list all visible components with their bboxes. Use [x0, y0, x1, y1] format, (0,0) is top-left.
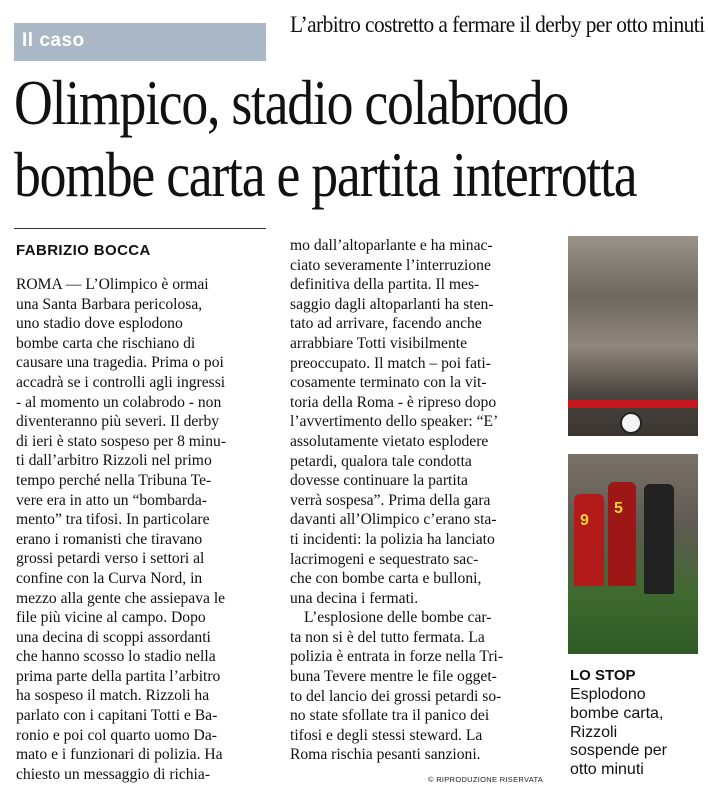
article-line: ronio e poi col quarto uomo Da-	[16, 726, 217, 744]
byline-rule	[14, 228, 266, 229]
article-line: mezzo alla gente che assiepava le	[16, 589, 226, 607]
article-line: accadrà se i controlli agli ingressi	[16, 373, 226, 391]
article-line: erano i romanisti che tiravano	[16, 530, 203, 548]
headline-line-2: bombe carta e partita interrotta	[14, 139, 637, 210]
article-line: Roma rischia pesanti sanzioni.	[290, 746, 481, 764]
article-line: prima parte della partita l’arbitro	[16, 667, 221, 685]
caption-line: otto minuti	[570, 761, 644, 779]
article-line: polizia è entrata in forze nella Tri-	[290, 648, 504, 666]
kicker-label: Il caso	[22, 30, 85, 51]
article-line: ciato severamente l’interruzione	[290, 256, 491, 274]
article-line: mento” tra tifosi. In particolare	[16, 511, 210, 529]
overline: L’arbitro costretto a fermare il derby per otto minuti	[290, 12, 705, 37]
caption-line: sospende per	[570, 742, 667, 760]
article-line: vere era in atto un “bombarda-	[16, 491, 207, 509]
article-line: ti dall’arbitro Rizzoli nel primo	[16, 452, 212, 470]
article-line: ta non si è del tutto fermata. La	[290, 628, 485, 646]
players-photo	[568, 454, 698, 654]
photo-caption	[570, 686, 702, 780]
caption-line: Esplodono	[570, 686, 646, 703]
article-line: definitiva della partita. Il mes-	[290, 276, 480, 294]
article-line: una decina i fermati.	[290, 589, 419, 607]
article-line: cosamente terminato con la vit-	[290, 374, 487, 392]
caption-line: Rizzoli	[570, 723, 618, 741]
article-line: che hanno scosso lo stadio nella	[16, 648, 216, 666]
article-line: che con bombe carta e bulloni,	[290, 570, 482, 588]
article-line: parlato con i capitani Totti e Ba-	[16, 707, 218, 725]
article-line: saggio dagli altoparlanti ha sten-	[290, 295, 494, 313]
copyright-credit: © RIPRODUZIONE RISERVATA	[428, 775, 544, 784]
article-line: l’avvertimento dello speaker: “E’	[290, 413, 499, 431]
article-line: ha sospeso il match. Rizzoli ha	[16, 687, 210, 705]
article-line: arrabbiare Totti visibilmente	[290, 334, 468, 352]
article-line: to del lancio dei grossi petardi so-	[290, 687, 502, 705]
article-line: buna Tevere mentre le file ogget-	[290, 668, 497, 686]
article-line: una decina di scoppi assordanti	[16, 628, 211, 646]
smoke-stadium-photo	[568, 236, 698, 436]
article-line: toria della Roma - è ripreso dopo	[290, 393, 497, 411]
article-line: preoccupato. Il match – poi fati-	[290, 354, 491, 372]
football-icon	[620, 412, 642, 434]
article-line: L’esplosione delle bombe car-	[304, 609, 492, 627]
article-line: mo dall’altoparlante e ha minac-	[290, 237, 493, 254]
article-line: tifosi e degli stessi steward. La	[290, 726, 483, 744]
caption-title: LO STOP	[570, 667, 636, 684]
byline: FABRIZIO BOCCA	[16, 242, 151, 259]
headline-line-1: Olimpico, stadio colabrodo	[14, 67, 569, 138]
article-line: dovesse continuare la partita	[290, 472, 468, 490]
article-line: tato ad arrivare, facendo anche	[290, 315, 482, 333]
photo-red-barrier	[568, 400, 698, 408]
article-line: verrà sospesa”. Prima della gara	[290, 491, 491, 509]
caption-line: bombe carta,	[570, 704, 664, 722]
referee-figure	[644, 484, 674, 594]
article-column-2	[290, 236, 553, 765]
article-line: no state sfollate tra il panico dei	[290, 707, 490, 725]
article-line: grossi petardi verso i settori al	[16, 550, 205, 568]
article-line: ti incidenti: la polizia ha lanciato	[290, 530, 495, 548]
article-line: chiesto un messaggio di richia-	[16, 765, 211, 783]
article-column-1	[16, 275, 278, 784]
article-line: bombe carta che rischiano di	[16, 334, 196, 352]
article-line: una Santa Barbara pericolosa,	[16, 295, 203, 313]
article-line: file più vicine al campo. Dopo	[16, 609, 206, 627]
article-line: petardi, qualora tale condotta	[290, 452, 472, 470]
article-line: uno stadio dove esplodono	[16, 315, 183, 333]
article-line: tempo perché nella Tribuna Te-	[16, 471, 212, 489]
article-line: confine con la Curva Nord, in	[16, 569, 203, 587]
article-line: assolutamente vietato esplodere	[290, 432, 489, 450]
article-line: - al momento un colabrodo - non	[16, 393, 222, 411]
jersey-number: 9	[580, 512, 589, 529]
article-line: lacrimogeni e sequestrato sac-	[290, 550, 479, 568]
article-line: mato e i funzionari di polizia. Ha	[16, 746, 223, 764]
article-line: di ieri è stato sospeso per 8 minu-	[16, 432, 227, 450]
player-figure	[574, 494, 604, 586]
jersey-number: 5	[614, 500, 623, 517]
player-figure	[608, 482, 636, 586]
article-line: causare una tragedia. Prima o poi	[16, 354, 224, 372]
article-line: ROMA — L’Olimpico è ormai	[16, 276, 209, 293]
article-line: diventeranno più severi. Il derby	[16, 413, 220, 431]
article-line: davanti all’Olimpico c’erano sta-	[290, 511, 497, 529]
